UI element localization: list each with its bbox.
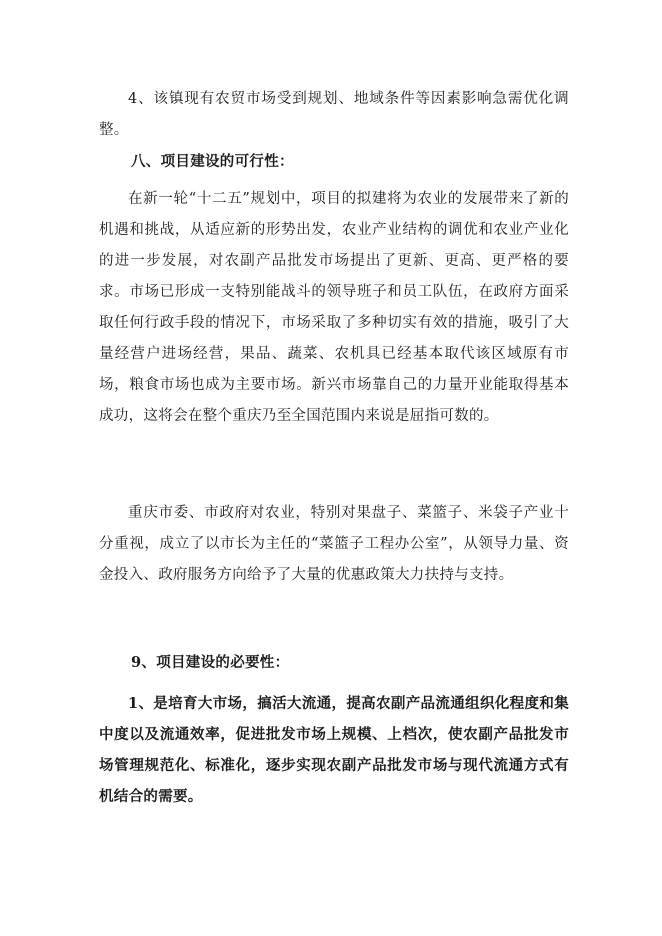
paragraph-necessity-item-1: 1、是培育大市场，搞活大流通，提高农副产品流通组织化程度和集中度以及流通效率，促进批发市场上规模、上档次，使农副产品批发市场管理规范化、标准化，逐步实现农副产品批发市场与现代流通方式有机结合的需要。 (99, 695, 569, 805)
paragraph-feasibility: 在新一轮“十二五”规划中，项目的拟建将为农业的发展带来了新的机遇和挑战，从适应新的形势出发，农业产业结构的调优和农业产业化的进一步发展，对农副产品批发市场提出了更新、更高、更严格的要求。市场已形成一支特别能战斗的领导班子和员工队伍，在政府方面采取任何行政手段的情况下，市场采取了多种切实有效的措施，吸引了大量经营户进场经营，果品、蔬菜、农机具已经基本取代该区域原有市场，粮食市场也成为主要市场。新兴市场靠自己的力量开业能取得基本成功，这将会在整个重庆乃至全国范围内来说是屈指可数的。 (99, 191, 569, 424)
paragraph-item-4: 4、该镇现有农贸市场受到规划、地域条件等因素影响急需优化调整。 (99, 91, 569, 138)
paragraph-government-support: 重庆市委、市政府对农业，特别对果盘子、菜篮子、米袋子产业十分重视，成立了以市长为主任的“菜篮子工程办公室”，从领导力量、资金投入、政府服务方向给予了大量的优惠政策大力扶持与支持。 (99, 505, 569, 583)
section-heading-feasibility: 八、项目建设的可行性： (131, 153, 294, 170)
section-heading-necessity: 9、项目建设的必要性： (131, 654, 290, 671)
